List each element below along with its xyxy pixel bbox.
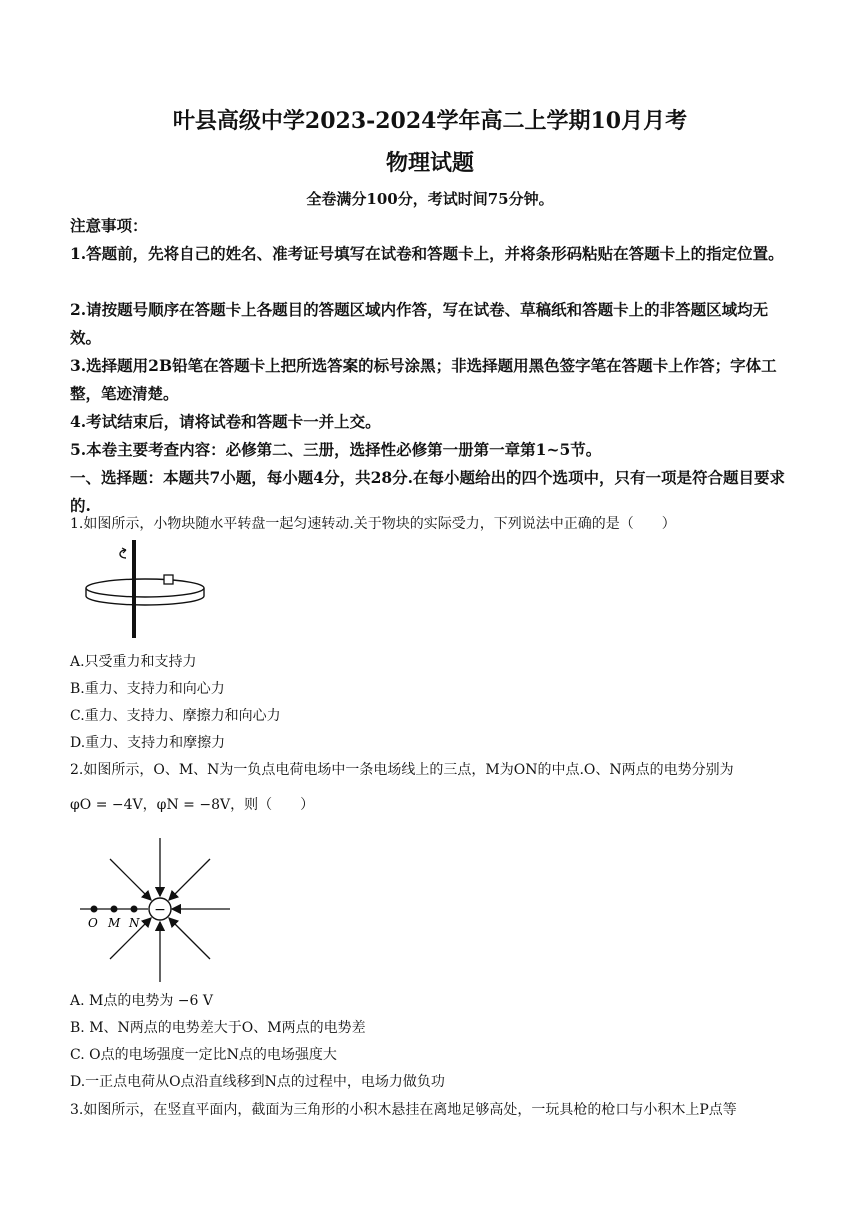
question-1-stem: 1.如图所示，小物块随水平转盘一起匀速转动.关于物块的实际受力，下列说法中正确的是（ ） <box>70 516 676 532</box>
point-label-m: M <box>108 916 121 930</box>
notice-item: 1.答题前，先将自己的姓名、准考证号填写在试卷和答题卡上，并将条形码粘贴在答题卡上的指定位置。 <box>70 244 784 263</box>
exam-subject: 物理试题 <box>385 150 474 176</box>
section-heading: 一、选择题：本题共7小题，每小题4分，共28分.在每小题给出的四个选项中，只有一项是符合题目要求的. <box>70 468 786 515</box>
electric-field-figure <box>80 836 240 984</box>
notice-item: 2.请按题号顺序在答题卡上各题目的答题区域内作答，写在试卷、草稿纸和答题卡上的非答题区域均无效。 <box>70 300 769 347</box>
question-1-option-b: B.重力、支持力和向心力 <box>70 681 225 697</box>
charge-sign: − <box>154 902 166 918</box>
question-2-stem: 2.如图所示，O、M、N为一负点电荷电场中一条电场线上的三点，M为ON的中点.O、N两点的电势分别为 <box>70 762 734 778</box>
question-2-option-b: B. M、N两点的电势差大于O、M两点的电势差 <box>70 1020 366 1036</box>
question-2-option-a: A. M点的电势为 −6 V <box>70 993 213 1009</box>
question-1-option-c: C.重力、支持力、摩擦力和向心力 <box>70 708 281 724</box>
turntable-figure <box>78 538 208 640</box>
notice-item: 5.本卷主要考查内容：必修第二、三册，选择性必修第一册第一章第1~5节。 <box>70 440 602 459</box>
notice-item: 4.考试结束后，请将试卷和答题卡一并上交。 <box>70 412 381 431</box>
question-3-stem: 3.如图所示，在竖直平面内，截面为三角形的小积木悬挂在离地足够高处，一玩具枪的枪口与小积木上P点等 <box>70 1102 737 1118</box>
notice-heading: 注意事项： <box>70 216 148 235</box>
exam-title: 叶县高级中学2023-2024学年高二上学期10月月考 <box>172 108 688 134</box>
question-2-option-c: C. O点的电场强度一定比N点的电场强度大 <box>70 1047 337 1063</box>
point-label-n: N <box>129 916 140 930</box>
notice-item: 3.选择题用2B铅笔在答题卡上把所选答案的标号涂黑；非选择题用黑色签字笔在答题卡上作答；字体工整，笔迹清楚。 <box>70 356 777 403</box>
question-2-option-d: D.一正点电荷从O点沿直线移到N点的过程中，电场力做负功 <box>70 1074 445 1090</box>
question-1-option-d: D.重力、支持力和摩擦力 <box>70 735 226 751</box>
question-1-option-a: A.只受重力和支持力 <box>70 654 197 670</box>
exam-info: 全卷满分100分，考试时间75分钟。 <box>306 190 554 208</box>
question-2-stem-formula: φO = −4V，φN = −8V，则（ ） <box>70 797 315 813</box>
point-label-o: O <box>88 916 98 930</box>
